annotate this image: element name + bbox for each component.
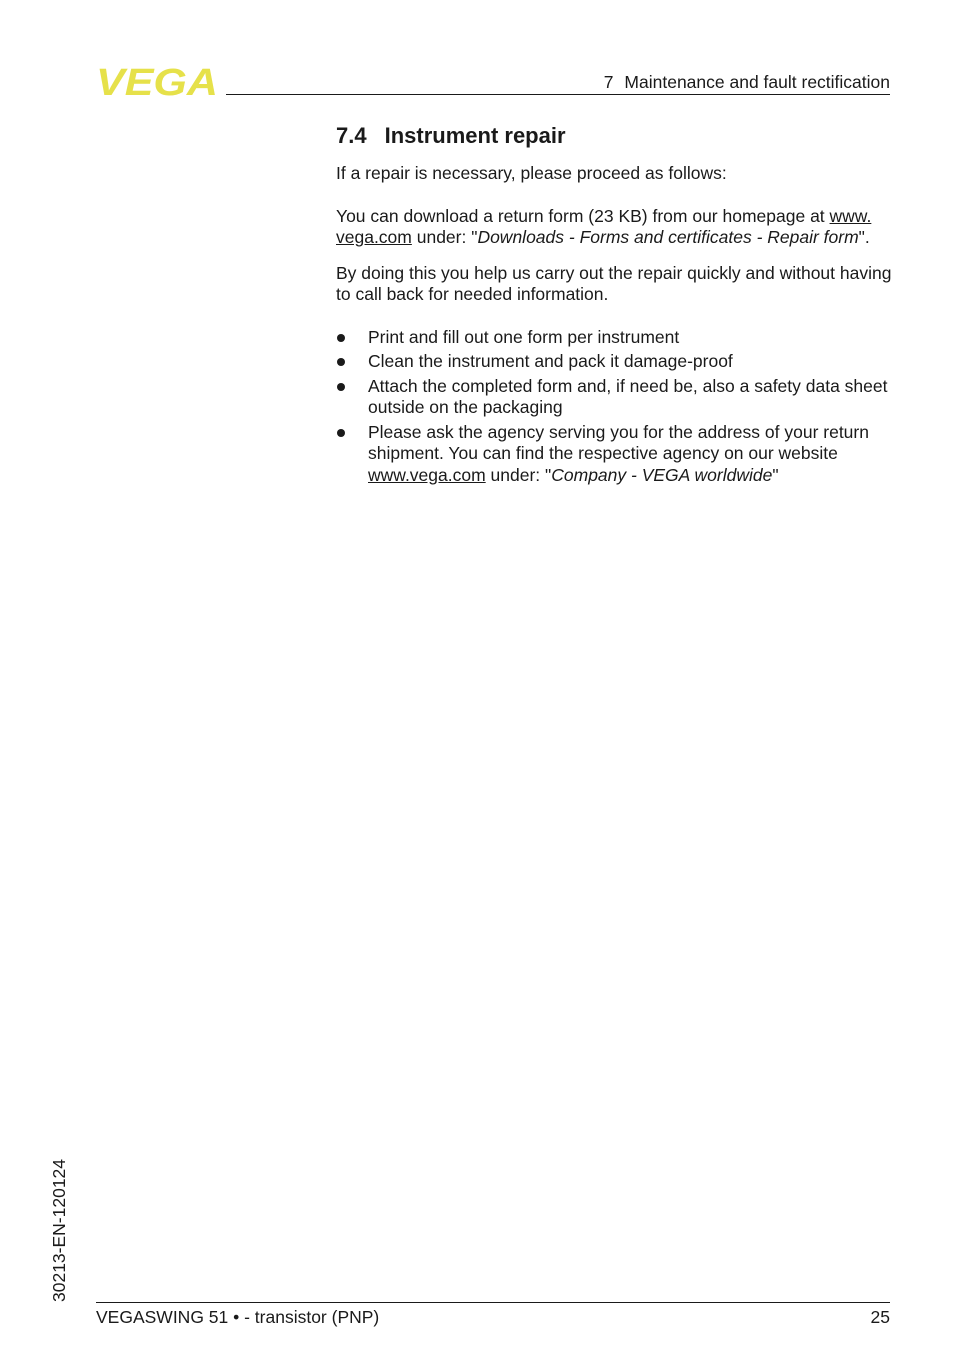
download-text: You can download a return form (23 KB) from our homepage at	[336, 205, 830, 226]
list-item: Clean the instrument and pack it damage-proof	[336, 351, 896, 373]
section-title: Instrument repair	[384, 123, 566, 148]
running-header	[604, 72, 890, 92]
header-chapter-number: 7	[603, 72, 614, 92]
download-paragraph	[336, 206, 896, 249]
homepage-link-part1: www.	[829, 205, 872, 226]
document-code: 30213-EN-120124	[49, 1158, 69, 1302]
agency-end: "	[772, 464, 779, 485]
logo-text: VEGA	[96, 64, 218, 98]
website-link[interactable]: www.vega.com	[368, 464, 486, 485]
download-path: Downloads - Forms and certificates - Repair form	[477, 227, 859, 247]
help-paragraph: By doing this you help us carry out the repair quickly and without having to call back for needed information.	[336, 262, 892, 304]
agency-text: Please ask the agency serving you for the address of your return shipment. You can find the respective agency on our website	[368, 421, 869, 463]
footer-rule	[96, 1302, 890, 1303]
vega-logo	[96, 64, 220, 98]
section-number: 7.4	[336, 123, 367, 148]
list-item: Print and fill out one form per instrument	[336, 327, 896, 349]
agency-under: under: "	[485, 464, 552, 485]
homepage-link-part2: vega.com	[336, 227, 412, 247]
main-content	[336, 122, 896, 486]
list-item	[336, 422, 896, 487]
download-end: ".	[858, 227, 870, 247]
page-number: 25	[870, 1307, 890, 1327]
intro-paragraph: If a repair is necessary, please proceed as follows:	[336, 163, 727, 183]
list-item: Attach the completed form and, if need be, also a safety data sheet outside on the packaging	[336, 376, 896, 419]
header-chapter-title: Maintenance and fault rectification	[624, 72, 890, 92]
header-rule	[226, 94, 890, 95]
download-under: under: "	[411, 227, 478, 247]
agency-path: Company - VEGA worldwide	[551, 464, 773, 485]
footer-product: VEGASWING 51 • - transistor (PNP)	[96, 1307, 380, 1327]
repair-steps-list	[336, 327, 896, 487]
section-heading	[336, 122, 896, 150]
